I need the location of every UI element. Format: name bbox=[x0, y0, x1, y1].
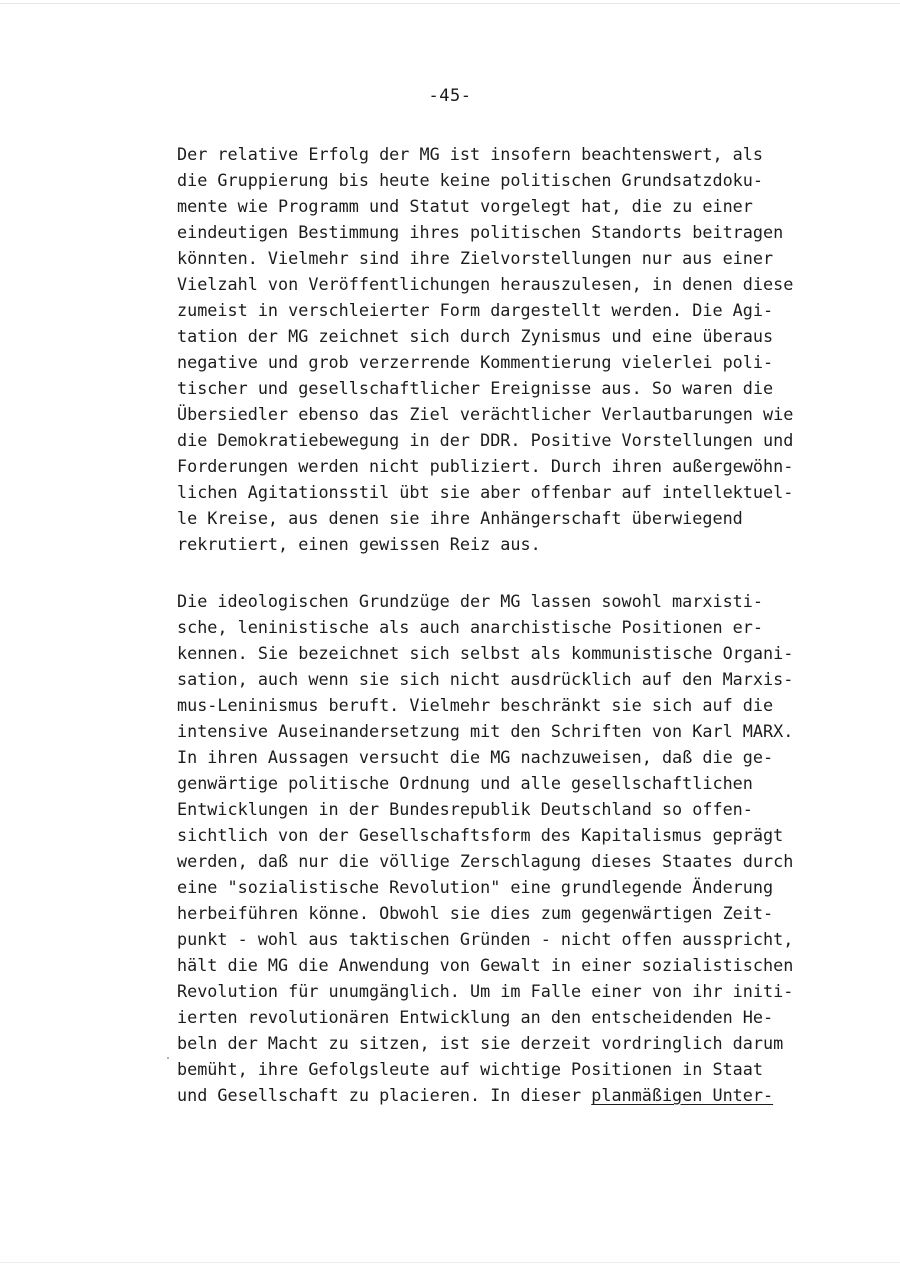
text-line: Vielzahl von Veröffentlichungen herauszulesen, in denen diese bbox=[177, 274, 794, 294]
text-line: eindeutigen Bestimmung ihres politischen Standorts beitragen bbox=[177, 222, 784, 242]
text-line: hält die MG die Anwendung von Gewalt in einer sozialistischen bbox=[177, 955, 794, 975]
text-line: die Demokratiebewegung in der DDR. Positive Vorstellungen und bbox=[177, 430, 794, 450]
text-line: intensive Auseinandersetzung mit den Schriften von Karl MARX. bbox=[177, 721, 794, 741]
text-line: könnten. Vielmehr sind ihre Zielvorstellungen nur aus einer bbox=[177, 248, 774, 268]
text-line: le Kreise, aus denen sie ihre Anhängerschaft überwiegend bbox=[177, 508, 743, 528]
scan-bottom-edge bbox=[0, 1262, 900, 1263]
text-line: punkt - wohl aus taktischen Gründen - nicht offen ausspricht, bbox=[177, 929, 794, 949]
underlined-text: planmäßigen Unter- bbox=[591, 1085, 774, 1105]
text-line: genwärtige politische Ordnung und alle gesellschaftlichen bbox=[177, 773, 753, 793]
text-line-last bbox=[177, 1082, 857, 1108]
text-line: bemüht, ihre Gefolgsleute auf wichtige Positionen in Staat bbox=[177, 1059, 763, 1079]
text-line: In ihren Aussagen versucht die MG nachzuweisen, daß die ge- bbox=[177, 747, 774, 767]
text-line: sichtlich von der Gesellschaftsform des Kapitalismus geprägt bbox=[177, 825, 784, 845]
text-line: zumeist in verschleierter Form dargestellt werden. Die Agi- bbox=[177, 300, 774, 320]
text-line: Entwicklungen in der Bundesrepublik Deutschland so offen- bbox=[177, 799, 753, 819]
text-line: negative und grob verzerrende Kommentierung vielerlei poli- bbox=[177, 352, 774, 372]
text-line: tischer und gesellschaftlicher Ereignisse aus. So waren die bbox=[177, 378, 774, 398]
text-line: herbeiführen könne. Obwohl sie dies zum gegenwärtigen Zeit- bbox=[177, 903, 774, 923]
text-line: mente wie Programm und Statut vorgelegt hat, die zu einer bbox=[177, 196, 753, 216]
paragraph-2 bbox=[177, 588, 857, 1108]
text-segment: und Gesellschaft zu placieren. In dieser bbox=[177, 1085, 592, 1105]
paragraph-1 bbox=[177, 141, 857, 557]
text-line: werden, daß nur die völlige Zerschlagung dieses Staates durch bbox=[177, 851, 794, 871]
text-line: Die ideologischen Grundzüge der MG lassen sowohl marxisti- bbox=[177, 591, 763, 611]
text-line: sche, leninistische als auch anarchistische Positionen er- bbox=[177, 617, 763, 637]
text-line: Der relative Erfolg der MG ist insofern beachtenswert, als bbox=[177, 144, 763, 164]
text-line: Übersiedler ebenso das Ziel verächtlicher Verlautbarungen wie bbox=[177, 404, 794, 424]
scan-top-edge bbox=[0, 3, 900, 4]
text-line: tation der MG zeichnet sich durch Zynismus und eine überaus bbox=[177, 326, 774, 346]
scan-speck bbox=[167, 1057, 169, 1059]
text-line: eine "sozialistische Revolution" eine grundlegende Änderung bbox=[177, 877, 774, 897]
text-line: Forderungen werden nicht publiziert. Durch ihren außergewöhn- bbox=[177, 456, 794, 476]
text-line: Revolution für unumgänglich. Um im Falle einer von ihr initi- bbox=[177, 981, 794, 1001]
text-line: ierten revolutionären Entwicklung an den entscheidenden He- bbox=[177, 1007, 774, 1027]
page-number: -45- bbox=[428, 86, 472, 106]
text-line: mus-Leninismus beruft. Vielmehr beschränkt sie sich auf die bbox=[177, 695, 774, 715]
text-line: rekrutiert, einen gewissen Reiz aus. bbox=[177, 534, 541, 554]
text-line: beln der Macht zu sitzen, ist sie derzeit vordringlich darum bbox=[177, 1033, 784, 1053]
text-line: die Gruppierung bis heute keine politischen Grundsatzdoku- bbox=[177, 170, 763, 190]
text-line: lichen Agitationsstil übt sie aber offenbar auf intellektuel- bbox=[177, 482, 794, 502]
text-line: kennen. Sie bezeichnet sich selbst als kommunistische Organi- bbox=[177, 643, 794, 663]
text-line: sation, auch wenn sie sich nicht ausdrücklich auf den Marxis- bbox=[177, 669, 794, 689]
